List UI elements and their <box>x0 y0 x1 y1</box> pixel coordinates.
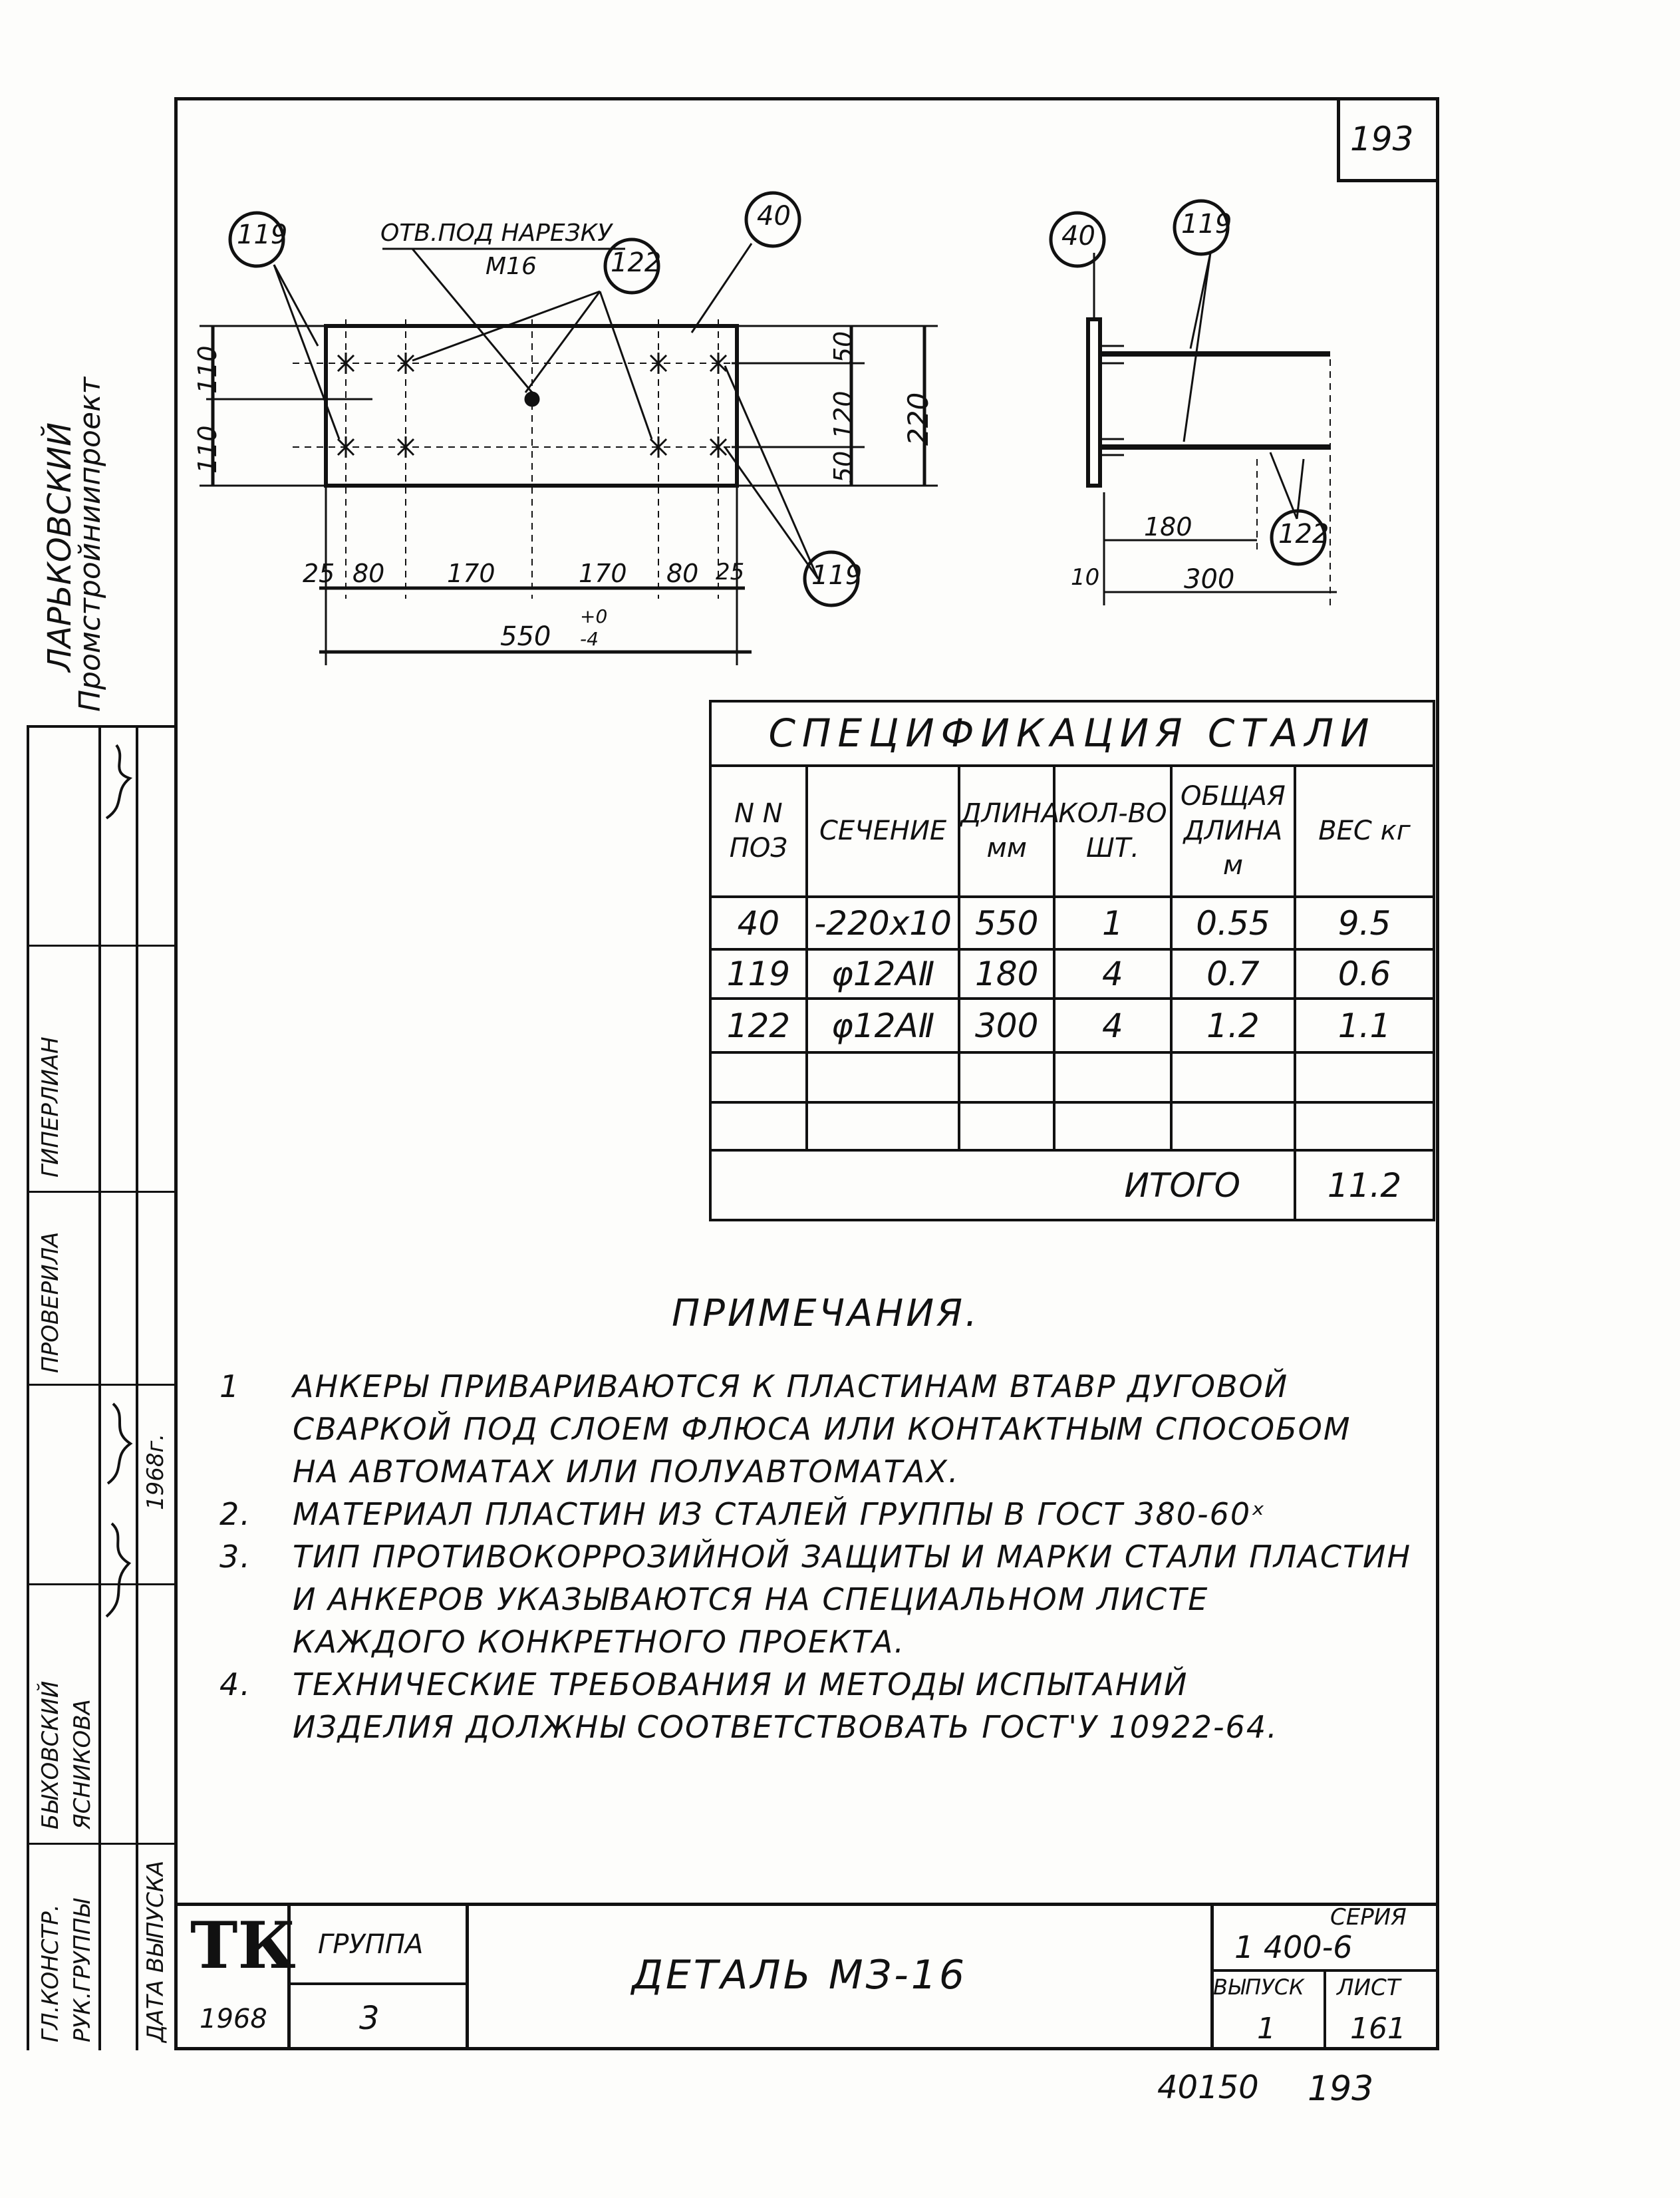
callout-label: 122 <box>611 247 662 278</box>
stamp-name: ЯСНИКОВА <box>69 1699 96 1829</box>
cell-section: -220х10 <box>807 897 960 949</box>
note-number: 3. <box>219 1539 251 1575</box>
stamp-name: БЫХОВСКИЙ <box>37 1680 64 1829</box>
note-text: ТЕХНИЧЕСКИЕ ТРЕБОВАНИЯ И МЕТОДЫ ИСПЫТАНИЙ ИЗДЕЛИЯ ДОЛЖНЫ СООТВЕТСТВОВАТЬ ГОСТ'У 10922-64. <box>293 1666 1278 1745</box>
detail-title: ДЕТАЛЬ МЗ-16 <box>632 1952 968 1998</box>
cell-pos: 122 <box>710 999 807 1052</box>
header-length: ДЛИНА мм <box>959 766 1054 897</box>
tk-logo: ТК <box>190 1908 296 1983</box>
tb-divider <box>466 1903 469 2050</box>
header-total-length: ОБЩАЯ ДЛИНА м <box>1171 766 1295 897</box>
cell-section: φ12АⅡ <box>807 999 960 1052</box>
side-dim-long: 300 <box>1184 564 1235 595</box>
dim-bottom-5: 25 <box>716 559 745 585</box>
table-row <box>710 897 1434 949</box>
footer-page-number: 193 <box>1308 2069 1374 2109</box>
tb-divider <box>287 1982 467 1985</box>
stamp-role: ДАТА ВЫПУСКА <box>142 1860 169 2042</box>
table-row-empty <box>710 1102 1434 1151</box>
issue-value: 1 <box>1257 2012 1276 2046</box>
note-number: 4. <box>219 1666 251 1702</box>
total-value: 11.2 <box>1295 1150 1434 1220</box>
stamp-date: 1968г. <box>142 1433 169 1510</box>
table-row-empty <box>710 1052 1434 1102</box>
steel-spec-table <box>709 700 1435 1221</box>
group-value: 3 <box>359 2000 380 2037</box>
tb-top-line <box>174 1903 1439 1906</box>
callout-label: 122 <box>1278 519 1330 550</box>
spec-table-title: СПЕЦИФИКАЦИЯ СТАЛИ <box>710 701 1434 766</box>
cell-weight: 0.6 <box>1295 949 1434 999</box>
header-section: СЕЧЕНИЕ <box>807 766 960 897</box>
tb-year: 1968 <box>200 2004 267 2034</box>
note-number: 2. <box>219 1496 251 1532</box>
cell-weight: 9.5 <box>1295 897 1434 949</box>
note-item <box>219 1493 1490 1535</box>
sheet-value: 161 <box>1350 2012 1406 2046</box>
dim-tolerance-plus: +0 <box>580 605 608 627</box>
header-weight: ВЕС кг <box>1295 766 1434 897</box>
stamp-row-label: ПРОВЕРИЛА <box>37 1231 64 1373</box>
header-pos: N N ПОЗ <box>710 766 807 897</box>
dim-tolerance-minus: -4 <box>580 628 599 650</box>
stamp-role: РУК.ГРУППЫ <box>69 1899 96 2042</box>
dim-left-lower: 110 <box>193 425 222 474</box>
cell-weight: 1.1 <box>1295 999 1434 1052</box>
spec-table-header-row <box>710 766 1434 897</box>
series-label: СЕРИЯ <box>1330 1904 1407 1931</box>
stamp-line <box>27 1843 174 1845</box>
hole-note-line2: M16 <box>486 253 537 280</box>
header-qty: КОЛ-ВО ШТ. <box>1054 766 1171 897</box>
plate-side-view <box>1088 319 1100 486</box>
group-label: ГРУППА <box>318 1929 424 1960</box>
side-dim-thickness: 10 <box>1071 564 1100 591</box>
note-item <box>219 1663 1490 1748</box>
cell-total-length: 1.2 <box>1171 999 1295 1052</box>
callout-label: 40 <box>1061 221 1095 251</box>
stamp-author: ЛАРЬКОВСКИЙ <box>41 422 78 672</box>
dim-bottom-1: 80 <box>352 559 385 588</box>
archive-number: 40150 <box>1157 2069 1259 2106</box>
dim-total-length: 550 <box>500 621 551 652</box>
cell-length: 550 <box>959 897 1054 949</box>
stamp-row-label: ГИПЕРЛИАН <box>37 1036 64 1178</box>
dim-right-mid: 120 <box>829 391 858 439</box>
side-dim-short: 180 <box>1144 512 1192 542</box>
note-text: ТИП ПРОТИВОКОРРОЗИЙНОЙ ЗАЩИТЫ И МАРКИ СТАЛИ ПЛАСТИН И АНКЕРОВ УКАЗЫВАЮТСЯ НА СПЕЦИАЛЬНОМ ЛИСТЕ КАЖДОГО КОНКРЕТНОГО ПРОЕКТА. <box>293 1539 1412 1660</box>
series-value: 1 400-6 <box>1234 1929 1353 1965</box>
callout-label: 40 <box>757 201 791 232</box>
notes-title: ПРИМЕЧАНИЯ. <box>672 1292 980 1335</box>
dim-right-top: 50 <box>829 331 858 363</box>
table-row <box>710 999 1434 1052</box>
table-row <box>710 949 1434 999</box>
dim-bottom-2: 170 <box>447 559 495 588</box>
total-label: ИТОГО <box>710 1150 1295 1220</box>
dim-left-upper: 110 <box>193 345 222 394</box>
cell-qty: 4 <box>1054 999 1171 1052</box>
tapped-hole <box>526 393 538 405</box>
dim-total-height: 220 <box>902 392 934 446</box>
issue-label: ВЫПУСК <box>1213 1974 1304 2000</box>
callout-label: 119 <box>811 560 863 591</box>
signature-marks <box>100 732 137 1836</box>
cell-pos: 40 <box>710 897 807 949</box>
dim-right-bottom: 50 <box>829 450 858 483</box>
note-number: 1 <box>219 1368 241 1404</box>
note-item <box>219 1535 1490 1663</box>
cell-length: 300 <box>959 999 1054 1052</box>
note-text: МАТЕРИАЛ ПЛАСТИН ИЗ СТАЛЕЙ ГРУППЫ В ГОСТ 380-60ˣ <box>293 1496 1266 1532</box>
stamp-line <box>27 725 29 2050</box>
table-total-row <box>710 1150 1434 1220</box>
cell-section: φ12АⅡ <box>807 949 960 999</box>
sheet-label: ЛИСТ <box>1337 1974 1401 2001</box>
tb-divider <box>1324 1969 1326 2050</box>
cell-total-length: 0.55 <box>1171 897 1295 949</box>
page-number: 193 <box>1350 120 1414 158</box>
stamp-organization: Промстройниипроект <box>73 377 107 712</box>
callout-label: 119 <box>1181 209 1232 239</box>
hole-note-line1: ОТВ.ПОД НАРЕЗКУ <box>380 220 613 247</box>
cell-pos: 119 <box>710 949 807 999</box>
stamp-role: ГЛ.КОНСТР. <box>37 1904 64 2042</box>
cell-qty: 4 <box>1054 949 1171 999</box>
cell-total-length: 0.7 <box>1171 949 1295 999</box>
cell-qty: 1 <box>1054 897 1171 949</box>
note-item <box>219 1365 1490 1493</box>
dim-bottom-4: 80 <box>666 559 699 588</box>
note-text: АНКЕРЫ ПРИВАРИВАЮТСЯ К ПЛАСТИНАМ ВТАВР ДУГОВОЙ СВАРКОЙ ПОД СЛОЕМ ФЛЮСА ИЛИ КОНТАКТНЫМ СПОСОБОМ НА АВТОМАТАХ ИЛИ ПОЛУАВТОМАТАХ. <box>293 1368 1351 1490</box>
cell-length: 180 <box>959 949 1054 999</box>
dim-bottom-0: 25 <box>303 559 335 588</box>
dim-bottom-3: 170 <box>579 559 627 588</box>
callout-label: 119 <box>237 220 288 250</box>
